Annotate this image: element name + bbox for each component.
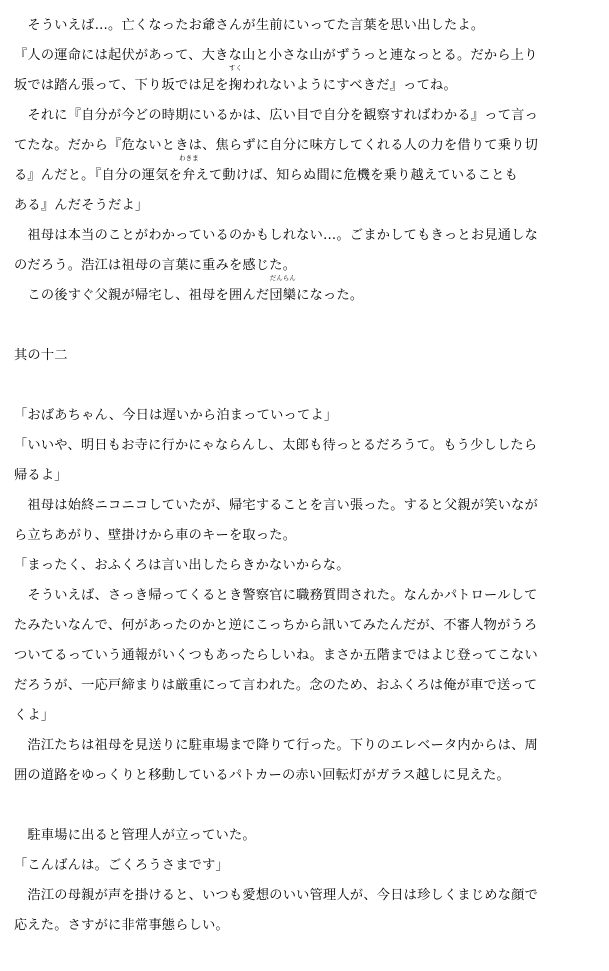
text-line: ら立ちあがり、壁掛けから車のキーを取った。 <box>14 528 297 543</box>
text-line: 囲の道路をゆっくりと移動しているパトカーの赤い回転灯がガラス越しに見えた。 <box>14 768 510 783</box>
text-line: 帰るよ」 <box>14 468 68 483</box>
section-heading: 其の十二 <box>14 348 68 363</box>
text-segment: えて動けば、知らぬ間に危機を乗り越えていることも <box>195 168 519 183</box>
blank-line <box>14 791 599 821</box>
text-line: てたな。だから『危ないときは、焦らずに自分に味方してくれる人の力を借りて乗り切 <box>14 138 539 153</box>
text-line <box>14 274 599 311</box>
text-line: 浩江たちは祖母を見送りに駐車場まで降りて行った。下りのエレベータ内からは、周 <box>14 738 539 753</box>
text-line: ついてるっていう通報がいくつもあったらしいね。まさか五階まではよじ登ってこない <box>14 648 538 663</box>
ruby-reading: すく <box>228 64 242 72</box>
text-line: そういえば、さっき帰ってくるとき警察官に職務質問された。なんかパトロールして <box>14 588 538 603</box>
ruby-base: 弁 <box>182 168 196 183</box>
blank-line <box>14 311 599 341</box>
text-line: くよ」 <box>14 708 55 723</box>
text-line: 祖母は本当のことがわかっているのかもしれない…。ごまかしてもきっとお見通しな <box>14 228 539 243</box>
ruby-annotation <box>228 64 243 101</box>
text-line: 「こんばんは。ごくろうさまです」 <box>14 858 229 873</box>
text-line: のだろう。浩江は祖母の言葉に重みを感じた。 <box>14 258 297 273</box>
ruby-annotation <box>179 154 199 191</box>
text-line: 応えた。さすがに非常事態らしい。 <box>14 918 229 933</box>
ruby-reading: わきま <box>179 154 199 162</box>
text-segment: になった。 <box>296 288 364 303</box>
text-line: 「まったく、おふくろは言い出したらきかないからな。 <box>14 558 350 573</box>
text-line: 駐車場に出ると管理人が立っていた。 <box>14 828 256 843</box>
text-line: 祖母は始終ニコニコしていたが、帰宅することを言い張った。すると父親が笑いなが <box>14 498 539 513</box>
text-segment: われないようにすべきだ』ってね。 <box>242 78 457 93</box>
ruby-base: 掬 <box>228 78 243 93</box>
text-line: 「いいや、明日もお寺に行かにゃならんし、太郎も待っとるだろうて。もう少ししたら <box>14 438 538 453</box>
ruby-base: 団欒 <box>269 288 297 303</box>
text-segment: この後すぐ父親が帰宅し、祖母を囲んだ <box>14 288 270 303</box>
text-line: それに『自分が今どの時期にいるかは、広い目で自分を観察すればわかる』って言っ <box>14 108 539 123</box>
text-line: 『人の運命には起伏があって、大きな山と小さな山がずうっと連なっとる。だから上り <box>14 48 538 63</box>
text-segment: 坂では踏ん張って、下り坂では足を <box>14 78 229 93</box>
text-line: だろうが、一応戸締まりは厳重にって言われた。念のため、おふくろは俺が車で送って <box>14 678 538 693</box>
text-line: ある』んだそうだよ」 <box>14 198 149 213</box>
text-line <box>14 154 599 191</box>
ruby-reading: だんらん <box>269 274 296 282</box>
ruby-annotation <box>269 274 297 311</box>
text-line: 浩江の母親が声を掛けると、いつも愛想のいい管理人が、今日は珍しくまじめな顔で <box>14 888 539 903</box>
text-line <box>14 64 599 101</box>
text-line: 「おばあちゃん、今日は遅いから泊まっていってよ」 <box>14 408 338 423</box>
text-segment: る』んだと。『自分の運気を <box>14 168 183 183</box>
blank-line <box>14 371 599 401</box>
text-line: そういえば…。亡くなったお爺さんが生前にいってた言葉を思い出したよ。 <box>14 18 485 33</box>
text-line: たみたいなんで、何があったのかと逆にこっちから訊いてみたんだが、不審人物がうろ <box>14 618 538 633</box>
